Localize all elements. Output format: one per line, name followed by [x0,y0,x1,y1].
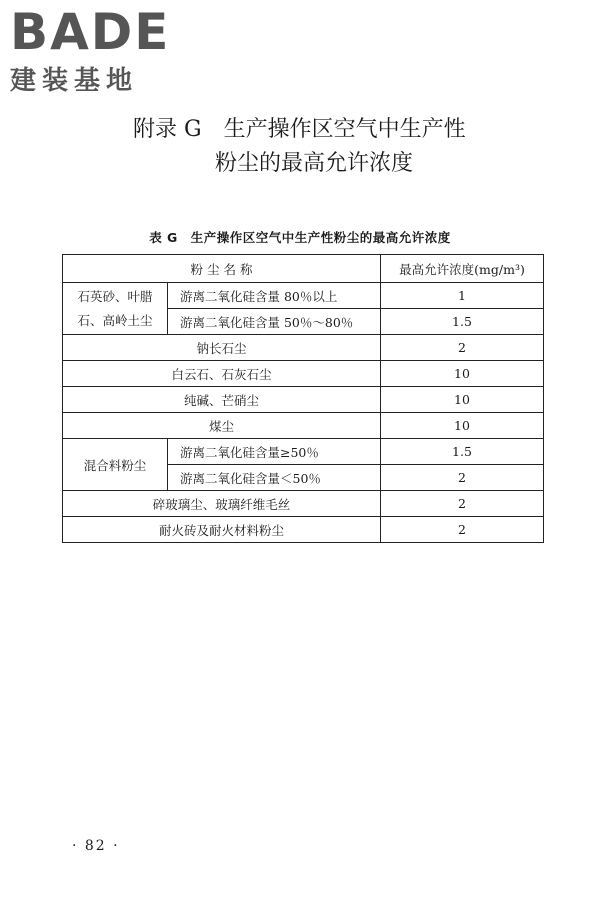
row-name: 纯碱、芒硝尘 [63,387,381,413]
brand-logo [10,3,180,97]
header-dust-name: 粉 尘 名 称 [63,255,381,283]
dust-limit-table [62,254,544,543]
table-caption: 表 G 生产操作区空气中生产性粉尘的最高允许浓度 [149,230,451,245]
row-name: 煤尘 [63,413,381,439]
appendix-title-line1: 附录 G 生产操作区空气中生产性 [133,117,466,142]
table-row [63,439,544,465]
table-row [63,283,544,309]
row-name: 碎玻璃尘、玻璃纤维毛丝 [63,491,381,517]
row-sub-name: 游离二氧化硅含量 50％～80％ [168,309,381,335]
row-name: 白云石、石灰石尘 [63,361,381,387]
row-value: 1 [381,283,544,309]
table-row [63,361,544,387]
row-name: 钠长石尘 [63,335,381,361]
appendix-title-line2: 粉尘的最高允许浓度 [215,151,414,176]
row-value: 2 [381,491,544,517]
row-value: 1.5 [381,439,544,465]
row-group-label: 混合料粉尘 [63,439,168,491]
table-header-row [63,255,544,283]
table-row [63,491,544,517]
table-row [63,335,544,361]
table-row [63,387,544,413]
logo-subtitle: 建装基地 [10,66,139,96]
table-row [63,413,544,439]
row-value: 10 [381,387,544,413]
row-name: 耐火砖及耐火材料粉尘 [63,517,381,543]
table-row [63,517,544,543]
row-value: 2 [381,465,544,491]
row-value: 2 [381,335,544,361]
header-max-concentration: 最高允许浓度(mg/m³) [381,255,544,283]
row-sub-name: 游离二氧化硅含量≥50％ [168,439,381,465]
row-sub-name: 游离二氧化硅含量 80％以上 [168,283,381,309]
logo-mark: BADE [10,3,171,61]
row-value: 10 [381,413,544,439]
page-number: · 82 · [72,838,120,854]
row-value: 1.5 [381,309,544,335]
row-value: 10 [381,361,544,387]
row-group-label: 石英砂、叶腊石、高岭土尘 [63,283,168,335]
row-sub-name: 游离二氧化硅含量＜50％ [168,465,381,491]
row-value: 2 [381,517,544,543]
